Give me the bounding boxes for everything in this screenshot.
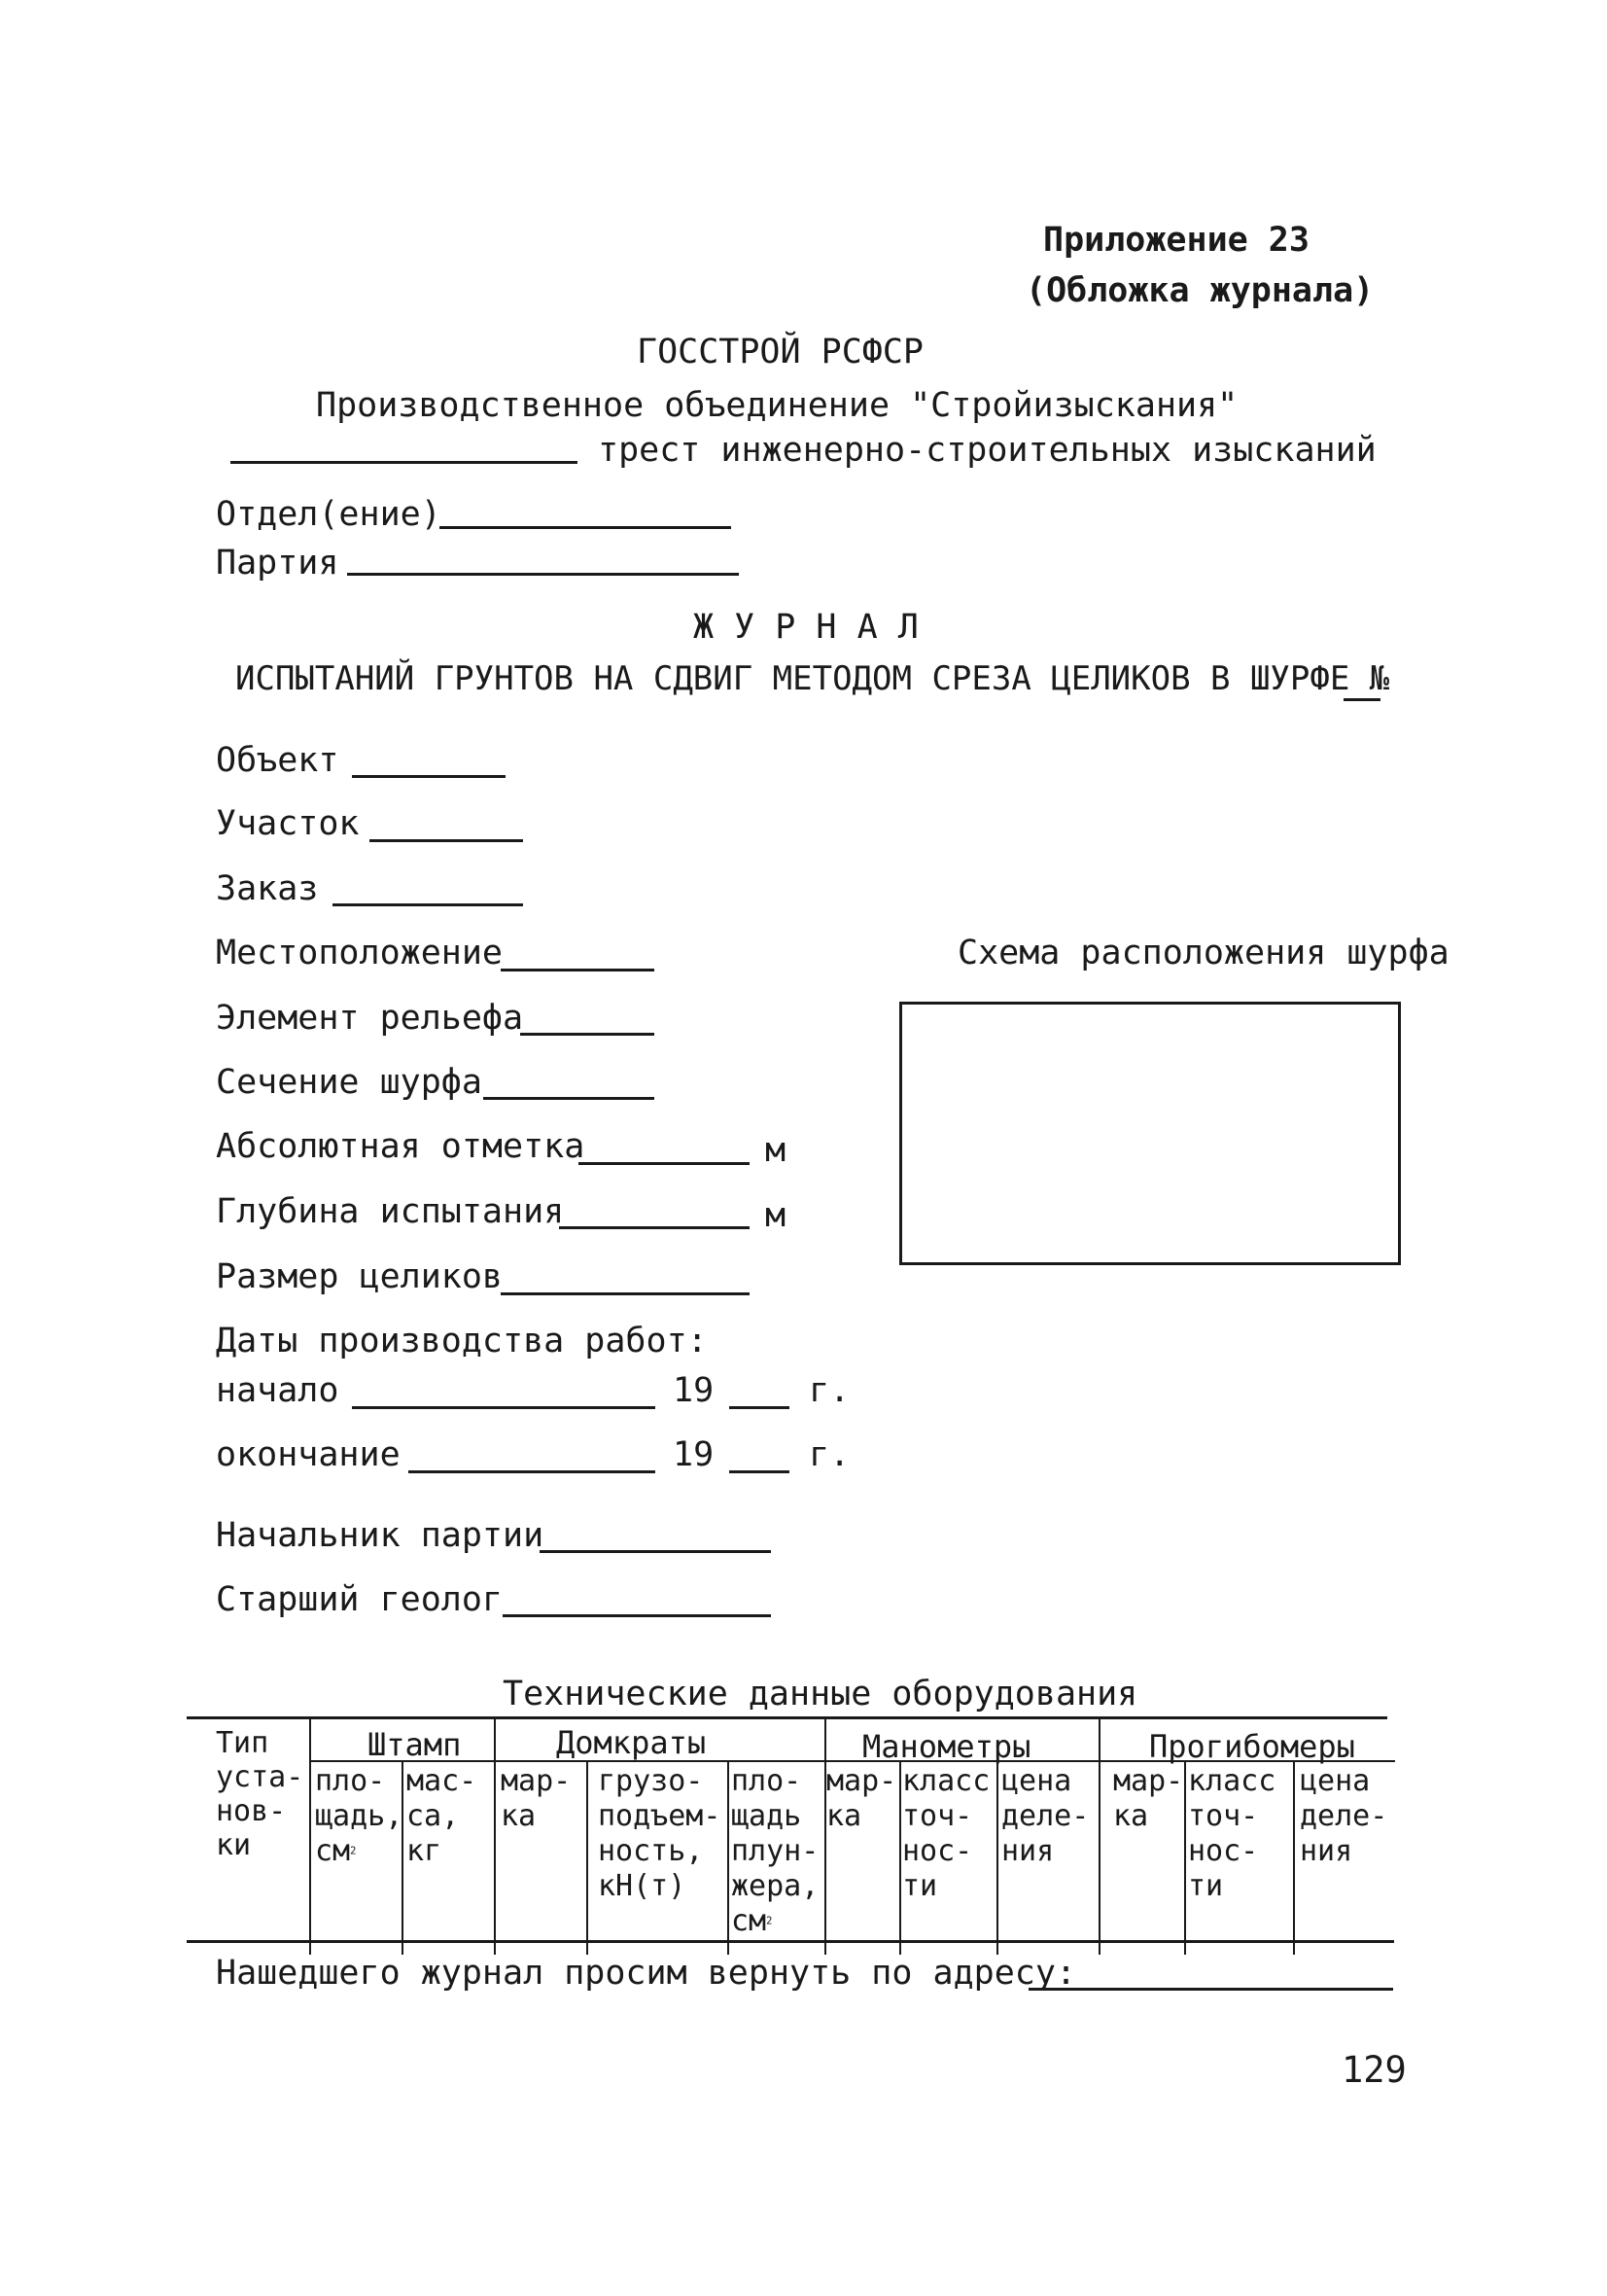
abs-mark-label: Абсолютная отметка bbox=[216, 1127, 585, 1166]
pillar-size-label: Размер целиков bbox=[216, 1257, 504, 1296]
relief-label: Элемент рельефа bbox=[216, 999, 524, 1038]
start-year-blank-line bbox=[729, 1406, 789, 1409]
stamp-mass-header: мас- са, кг bbox=[406, 1764, 477, 1868]
address-blank-line bbox=[1029, 1988, 1393, 1991]
party-head-label: Начальник партии bbox=[216, 1516, 544, 1555]
appendix-note: (Обложка журнала) bbox=[1026, 271, 1375, 310]
col-sep bbox=[309, 1716, 311, 1955]
end-year-suffix: г. bbox=[809, 1435, 851, 1474]
def-div-header: цена деле- ния bbox=[1300, 1764, 1388, 1868]
end-year-prefix: 19 bbox=[673, 1435, 715, 1474]
section-label: Участок bbox=[216, 804, 360, 843]
def-brand-header: мар- ка bbox=[1113, 1764, 1184, 1833]
location-label: Местоположение bbox=[216, 934, 504, 972]
def-class-header: класс точ- нос- ти bbox=[1188, 1764, 1276, 1903]
department-label: Отдел(ение) bbox=[216, 495, 441, 534]
party-blank-line bbox=[347, 573, 739, 576]
jack-brand-header: мар- ка bbox=[501, 1764, 572, 1833]
location-blank-line bbox=[501, 969, 654, 971]
order-label: Заказ bbox=[216, 869, 319, 908]
return-note: Нашедшего журнал просим вернуть по адресу: bbox=[216, 1954, 1077, 1993]
col-sep bbox=[1099, 1716, 1100, 1955]
trust-label: трест инженерно-строительных изысканий bbox=[598, 431, 1377, 470]
table-top-line bbox=[187, 1716, 1387, 1719]
end-label: окончание bbox=[216, 1435, 401, 1474]
order-blank-line bbox=[332, 903, 523, 906]
type-header: Тип уста- нов- ки bbox=[216, 1726, 304, 1862]
jacks-header: Домкраты bbox=[556, 1724, 707, 1761]
pillar-size-blank-line bbox=[501, 1292, 750, 1295]
jack-capacity-header: грузо- подъем- ность, кН(т) bbox=[598, 1764, 721, 1903]
col-sep bbox=[586, 1760, 588, 1955]
man-div-header: цена деле- ния bbox=[1001, 1764, 1090, 1868]
org-association: Производственное объединение "Стройизыскания" bbox=[316, 386, 1239, 425]
start-label: начало bbox=[216, 1371, 339, 1410]
appendix-label: Приложение 23 bbox=[1043, 221, 1310, 260]
pit-section-blank-line bbox=[483, 1097, 654, 1100]
journal-subtitle: ИСПЫТАНИЙ ГРУНТОВ НА СДВИГ МЕТОДОМ СРЕЗА ЦЕЛИКОВ В ШУРФЕ № bbox=[235, 659, 1390, 698]
scheme-label: Схема расположения шурфа bbox=[958, 934, 1450, 972]
object-label: Объект bbox=[216, 741, 339, 780]
col-sep bbox=[899, 1760, 901, 1955]
abs-mark-blank-line bbox=[578, 1162, 750, 1165]
col-sep bbox=[1184, 1760, 1186, 1955]
col-sep bbox=[996, 1760, 998, 1955]
manometers-header: Манометры bbox=[862, 1728, 1031, 1765]
party-head-blank-line bbox=[540, 1550, 771, 1553]
start-year-prefix: 19 bbox=[673, 1371, 715, 1410]
start-blank-line bbox=[352, 1406, 655, 1409]
col-sep bbox=[494, 1716, 496, 1955]
jack-area-header: пло- щадь плун- жера, $см^2$ bbox=[731, 1764, 820, 1938]
col-sep bbox=[824, 1716, 826, 1955]
relief-blank-line bbox=[520, 1033, 654, 1036]
depth-blank-line bbox=[559, 1226, 750, 1229]
department-blank-line bbox=[439, 526, 731, 529]
equipment-title: Технические данные оборудования bbox=[503, 1675, 1138, 1713]
journal-title: Ж У Р Н А Л bbox=[693, 608, 919, 647]
org-gosstroy: ГОССТРОЙ РСФСР bbox=[637, 333, 925, 371]
start-year-suffix: г. bbox=[809, 1371, 851, 1410]
stamp-header: Штамп bbox=[367, 1726, 462, 1763]
dates-label: Даты производства работ: bbox=[216, 1322, 708, 1360]
depth-unit: м bbox=[765, 1196, 786, 1235]
object-blank-line bbox=[352, 775, 506, 778]
pit-section-label: Сечение шурфа bbox=[216, 1063, 482, 1102]
table-bottom-line bbox=[187, 1940, 1394, 1943]
section-blank-line bbox=[369, 839, 523, 842]
end-year-blank-line bbox=[729, 1470, 789, 1473]
stamp-area-header: пло- щадь, $см^2$ bbox=[315, 1764, 403, 1868]
deflectometers-header: Прогибомеры bbox=[1149, 1728, 1355, 1765]
man-brand-header: мар- ка bbox=[826, 1764, 897, 1833]
col-sep bbox=[1293, 1760, 1295, 1955]
senior-geologist-blank-line bbox=[503, 1614, 771, 1617]
col-sep bbox=[727, 1760, 729, 1955]
man-class-header: класс точ- нос- ти bbox=[902, 1764, 991, 1903]
scheme-box bbox=[899, 1002, 1401, 1265]
senior-geologist-label: Старший геолог bbox=[216, 1580, 504, 1619]
trust-blank-line bbox=[230, 461, 577, 464]
abs-mark-unit: м bbox=[765, 1131, 786, 1170]
depth-label: Глубина испытания bbox=[216, 1192, 565, 1231]
pit-number-blank-line bbox=[1344, 698, 1380, 701]
page-number: 129 bbox=[1342, 2049, 1407, 2091]
end-blank-line bbox=[408, 1470, 655, 1473]
party-label: Партия bbox=[216, 544, 339, 583]
